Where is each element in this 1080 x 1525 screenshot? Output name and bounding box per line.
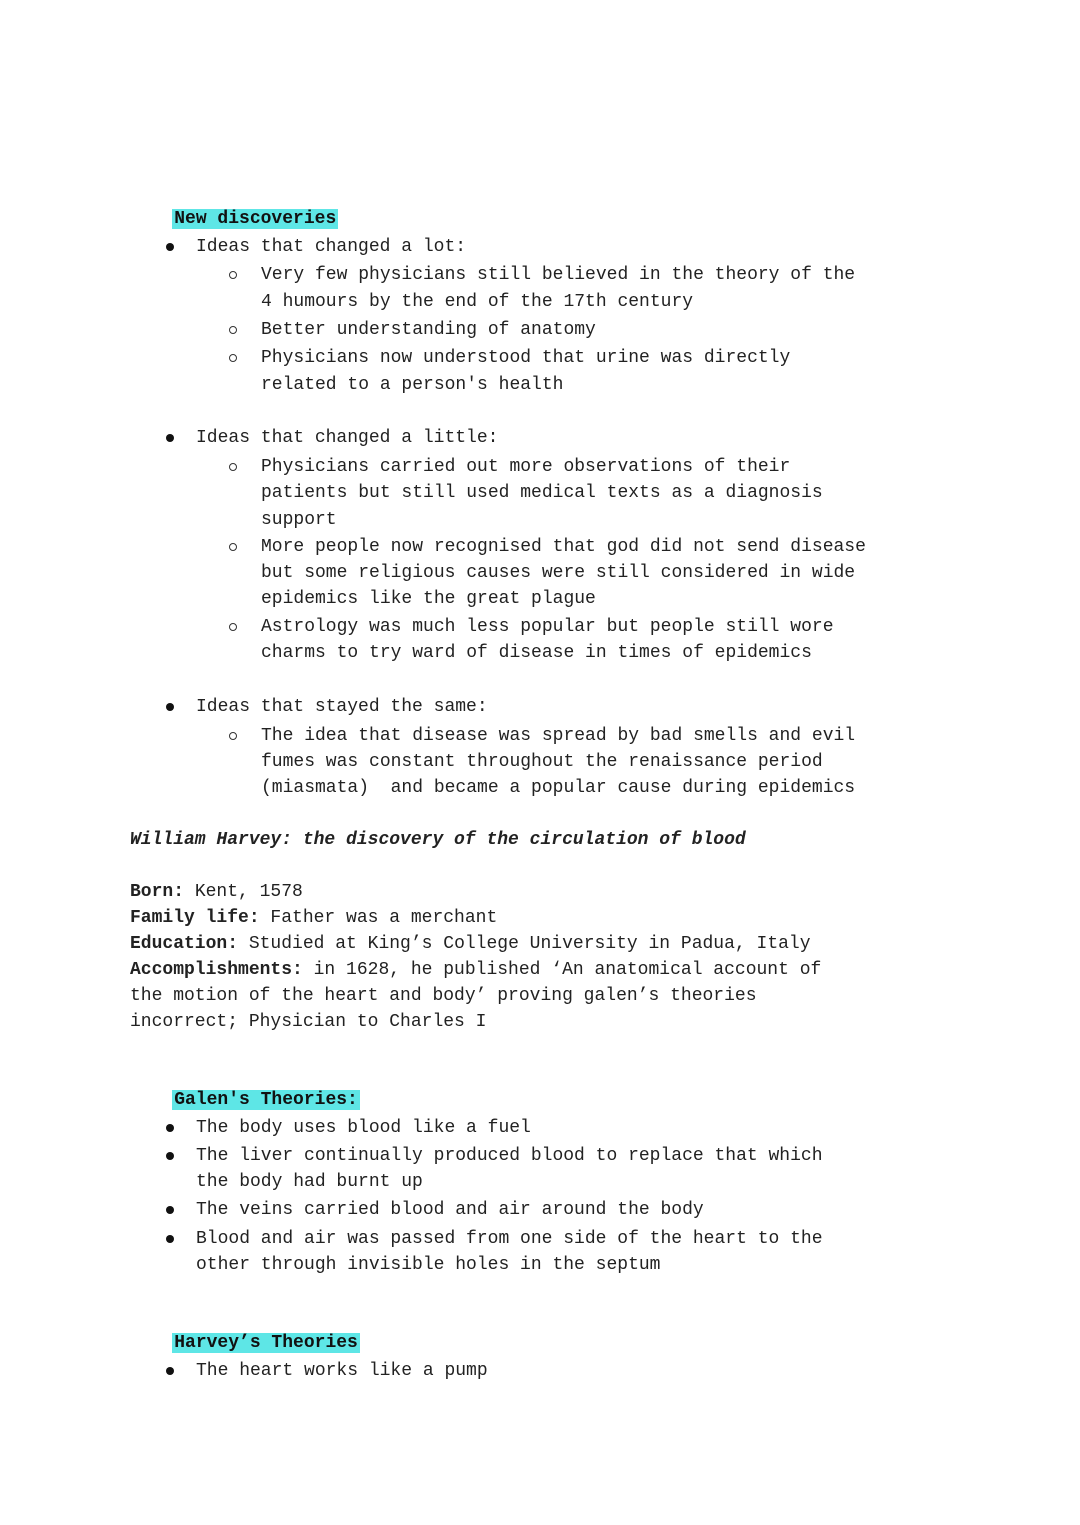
bullet-icon [166,434,174,442]
list-item-line: More people now recognised that god did not send disease [261,537,866,557]
list-item-line: The liver continually produced blood to replace that which [196,1146,823,1166]
bullet-icon [166,1206,174,1214]
list-item-line: support [261,510,337,530]
circle-bullet-icon [229,271,237,279]
circle-bullet-icon [229,732,237,740]
list-item-line: The body uses blood like a fuel [196,1118,531,1138]
bullet-icon [166,1367,174,1375]
bullet-icon [166,1152,174,1160]
list-item-line: The idea that disease was spread by bad smells and evil [261,726,856,746]
bio-accomplishments: Accomplishments: in 1628, he published ‘An anatomical account of [130,960,822,980]
list-item-line: The veins carried blood and air around the body [196,1200,704,1220]
changed-a-little-title: Ideas that changed a little: [196,428,499,448]
list-item-line: epidemics like the great plague [261,589,596,609]
galen-heading: Galen's Theories: [174,1090,358,1110]
list-item-line: patients but still used medical texts as a diagnosis [261,483,823,503]
list-item-line: the body had burnt up [196,1172,423,1192]
bio-born: Born: Kent, 1578 [130,882,303,902]
circle-bullet-icon [229,354,237,362]
new-discoveries-heading: New discoveries [174,209,337,229]
list-item-line: (miasmata) and became a popular cause during epidemics [261,778,856,798]
bullet-icon [166,1235,174,1243]
list-item-line: but some religious causes were still considered in wide [261,563,856,583]
circle-bullet-icon [229,543,237,551]
circle-bullet-icon [229,463,237,471]
bio-family: Family life: Father was a merchant [130,908,498,928]
harvey-heading: Harvey’s Theories [174,1333,358,1353]
list-item-line: 4 humours by the end of the 17th century [261,292,694,312]
harvey-section-title: William Harvey: the discovery of the circulation of blood [130,830,746,850]
bullet-icon [166,703,174,711]
changed-a-lot-title: Ideas that changed a lot: [196,237,467,257]
list-item-line: Astrology was much less popular but people still wore [261,617,834,637]
bio-education: Education: Studied at King’s College University in Padua, Italy [130,934,811,954]
circle-bullet-icon [229,326,237,334]
circle-bullet-icon [229,623,237,631]
list-item-line: Very few physicians still believed in the theory of the [261,265,856,285]
list-item-line: Physicians now understood that urine was directly [261,348,791,368]
bullet-icon [166,243,174,251]
list-item-line: fumes was constant throughout the renaissance period [261,752,823,772]
list-item-line: Physicians carried out more observations of their [261,457,791,477]
stayed-same-title: Ideas that stayed the same: [196,697,488,717]
bio-accomplishments-line: the motion of the heart and body’ proving galen’s theories [130,986,757,1006]
bullet-icon [166,1124,174,1132]
list-item-line: The heart works like a pump [196,1361,488,1381]
list-item-line: other through invisible holes in the septum [196,1255,661,1275]
list-item-line: Better understanding of anatomy [261,320,596,340]
list-item-line: Blood and air was passed from one side of the heart to the [196,1229,823,1249]
list-item-line: charms to try ward of disease in times of epidemics [261,643,812,663]
bio-accomplishments-line: incorrect; Physician to Charles I [130,1012,487,1032]
list-item-line: related to a person's health [261,375,564,395]
